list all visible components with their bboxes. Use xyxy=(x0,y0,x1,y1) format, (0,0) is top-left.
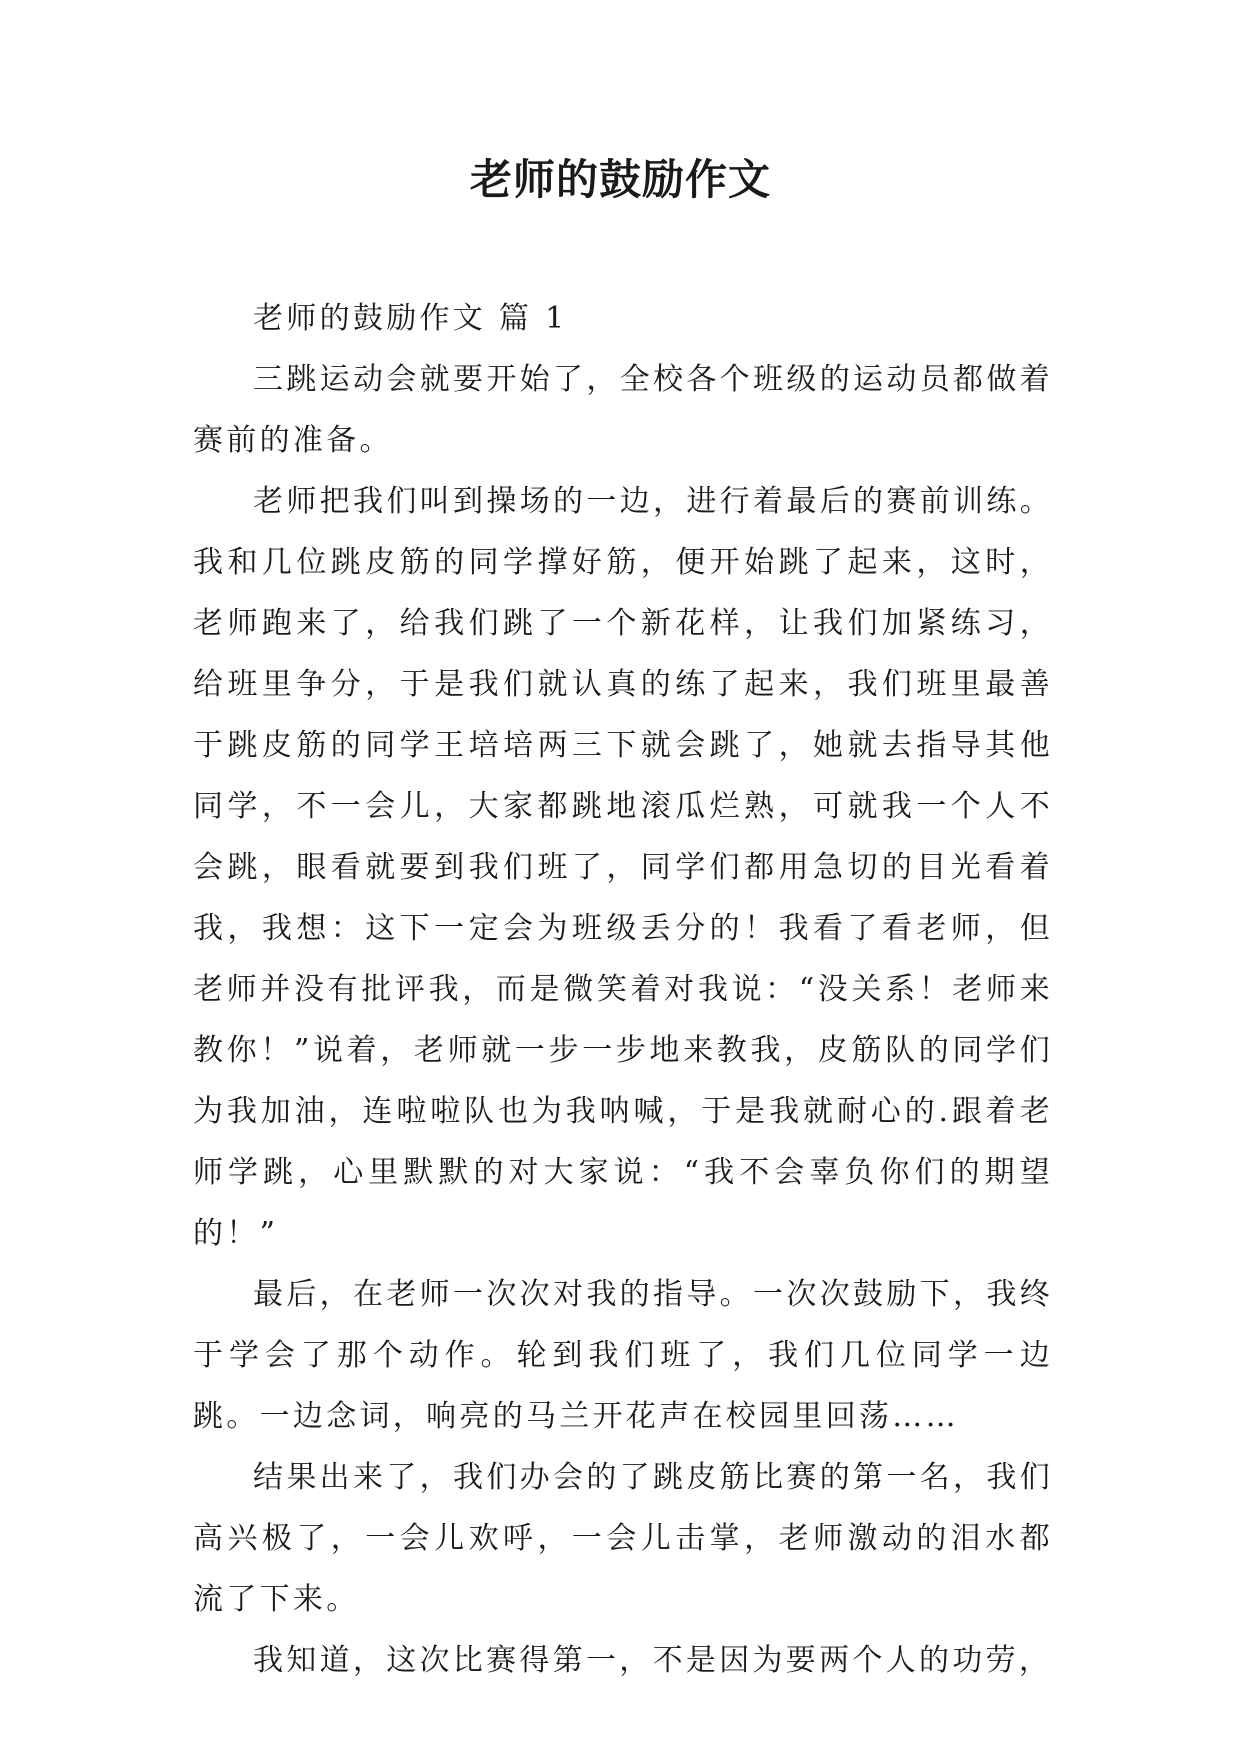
paragraph: 老师把我们叫到操场的一边，进行着最后的赛前训练。我和几位跳皮筋的同学撑好筋，便开始跳了起来，这时，老师跑来了，给我们跳了一个新花样，让我们加紧练习，给班里争分，于是我们就认真的练了起来，我们班里最善于跳皮筋的同学王培培两三下就会跳了，她就去指导其他同学，不一会儿，大家都跳地滚瓜烂熟，可就我一个人不会跳，眼看就要到我们班了，同学们都用急切的目光看着我，我想：这下一定会为班级丢分的！我看了看老师，但老师并没有批评我，而是微笑着对我说：“没关系！老师来教你！”说着，老师就一步一步地来教我，皮筋队的同学们为我加油，连啦啦队也为我呐喊，于是我就耐心的.跟着老师学跳，心里默默的对大家说：“我不会辜负你们的期望的！” xyxy=(193,484,1053,1251)
paragraph: 三跳运动会就要开始了，全校各个班级的运动员都做着赛前的准备。 xyxy=(193,362,1053,458)
paragraph: 结果出来了，我们办会的了跳皮筋比赛的第一名，我们高兴极了，一会儿欢呼，一会儿击掌，老师激动的泪水都流了下来。 xyxy=(193,1460,1053,1617)
paragraph: 我知道，这次比赛得第一，不是因为要两个人的功劳， xyxy=(253,1643,1053,1678)
section-heading: 老师的鼓励作文 篇 1 xyxy=(253,301,568,336)
document-title: 老师的鼓励作文 xyxy=(469,155,771,204)
paragraph: 最后，在老师一次次对我的指导。一次次鼓励下，我终于学会了那个动作。轮到我们班了，我们几位同学一边跳。一边念词，响亮的马兰开花声在校园里回荡…… xyxy=(193,1277,1053,1434)
document-body xyxy=(193,288,1053,1691)
